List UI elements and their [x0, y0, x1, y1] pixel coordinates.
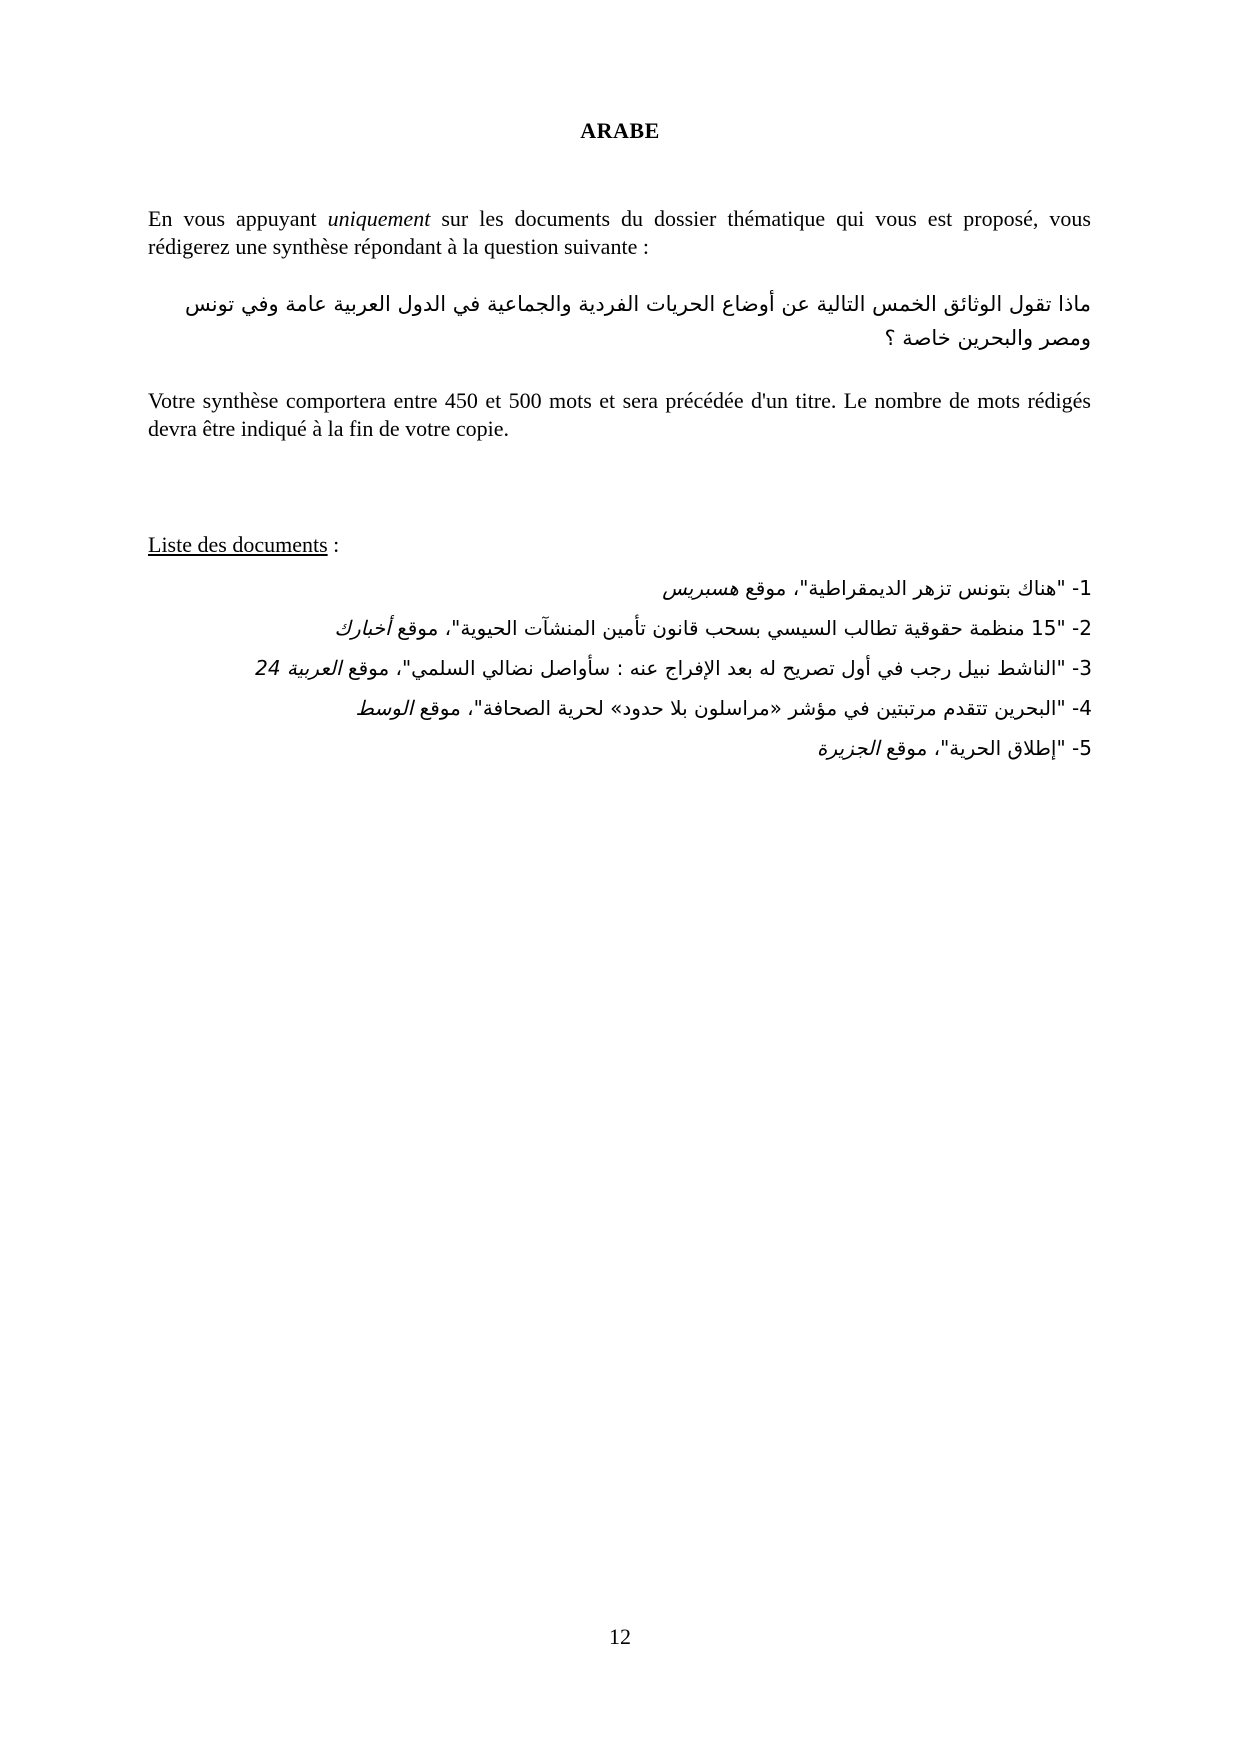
document-item-4	[149, 688, 1092, 728]
instructions-paragraph: Votre synthèse comportera entre 450 et 500 mots et sera précédée d'un titre. Le nombre de mots rédigés devra être indiqué à la fin de votre copie.	[148, 388, 1091, 441]
document-source: أخبارك	[334, 616, 391, 640]
intro-paragraph	[148, 205, 1091, 261]
document-source: الجزيرة	[817, 736, 880, 760]
documents-heading-colon: :	[327, 532, 340, 557]
intro-emphasis: uniquement	[327, 206, 431, 231]
page-number: 12	[609, 1624, 631, 1649]
document-number: 1-	[1065, 576, 1092, 600]
document-title: "15 منظمة حقوقية تطالب السيسي بسحب قانون تأمين المنشآت الحيوية"، موقع	[390, 616, 1066, 640]
page-title: ARABE	[580, 118, 660, 143]
document-item-2	[149, 608, 1092, 648]
document-title: "هناك بتونس تزهر الديمقراطية"، موقع	[738, 576, 1066, 600]
document-number: 5-	[1065, 736, 1092, 760]
document-item-3	[149, 648, 1092, 688]
document-number: 3-	[1065, 656, 1092, 680]
intro-text-end: sur les documents du dossier thématique qui vous est proposé, vous rédigerez une synthèse répondant à la question suivante :	[148, 206, 1091, 259]
document-title: "البحرين تتقدم مرتبتين في مؤشر «مراسلون بلا حدود» لحرية الصحافة"، موقع	[413, 696, 1066, 720]
document-number: 4-	[1065, 696, 1092, 720]
document-source: هسبريس	[662, 576, 739, 600]
document-item-1	[149, 568, 1092, 608]
documents-heading-label: Liste des documents	[148, 532, 328, 557]
document-source: العربية 24	[255, 656, 342, 680]
intro-text-start: En vous appuyant	[148, 206, 328, 231]
document-item-5	[149, 728, 1092, 768]
document-source: الوسط	[355, 696, 414, 720]
documents-heading	[148, 532, 339, 558]
document-title: "الناشط نبيل رجب في أول تصريح له بعد الإفراج عنه : سأواصل نضالي السلمي"، موقع	[341, 656, 1066, 680]
synthesis-question: ماذا تقول الوثائق الخمس التالية عن أوضاع الحريات الفردية والجماعية في الدول العربية عامة وفي تونس ومصر والبحرين خاصة ؟	[184, 292, 1091, 350]
documents-list	[149, 568, 1092, 768]
document-title: "إطلاق الحرية"، موقع	[879, 736, 1066, 760]
document-number: 2-	[1065, 616, 1092, 640]
